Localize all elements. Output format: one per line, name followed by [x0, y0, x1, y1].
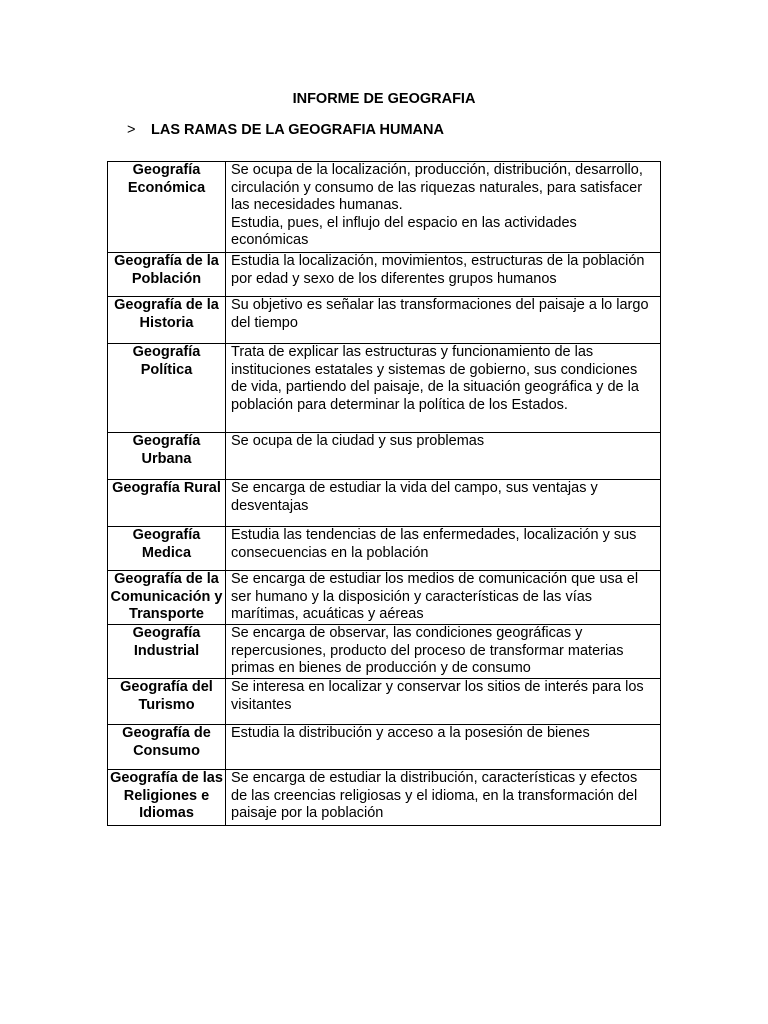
- table-row: [108, 433, 661, 480]
- table-row: [108, 770, 661, 826]
- geography-branches-table: [107, 161, 661, 826]
- branch-name: Geografía Medica: [108, 527, 226, 571]
- branch-name: Geografía Económica: [108, 162, 226, 253]
- branch-name: Geografía Industrial: [108, 625, 226, 679]
- table-row: [108, 480, 661, 527]
- table-row: [108, 344, 661, 433]
- table-row: [108, 527, 661, 571]
- branch-description: Estudia la localización, movimientos, estructuras de la población por edad y sexo de los diferentes grupos humanos: [226, 253, 661, 297]
- branch-description: Se encarga de observar, las condiciones geográficas y repercusiones, producto del proceso de transformar materias primas en bienes de producción y de consumo: [226, 625, 661, 679]
- section-heading-text: LAS RAMAS DE LA GEOGRAFIA HUMANA: [151, 122, 444, 138]
- branch-name: Geografía de la Población: [108, 253, 226, 297]
- branch-description: Estudia la distribución y acceso a la posesión de bienes: [226, 725, 661, 770]
- document-title: [0, 91, 768, 107]
- bullet-arrow-icon: >: [127, 122, 136, 138]
- branch-description: Se encarga de estudiar los medios de comunicación que usa el ser humano y la disposición y características de las vías marítimas, acuáticas y aéreas: [226, 571, 661, 625]
- document-title-text: INFORME DE GEOGRAFIA: [292, 91, 476, 107]
- table-row: [108, 571, 661, 625]
- branch-name: Geografía de la Comunicación y Transporte: [108, 571, 226, 625]
- table-row: [108, 297, 661, 344]
- branch-description: Su objetivo es señalar las transformaciones del paisaje a lo largo del tiempo: [226, 297, 661, 344]
- branch-description: Se encarga de estudiar la vida del campo, sus ventajas y desventajas: [226, 480, 661, 527]
- branch-name: Geografía Política: [108, 344, 226, 433]
- table-row: [108, 162, 661, 253]
- branch-description: Se ocupa de la localización, producción, distribución, desarrollo, circulación y consumo de las riquezas naturales, para satisfacer las necesidades humanas. Estudia, pues, el influjo del espacio en las actividades económicas: [226, 162, 661, 253]
- branch-name: Geografía Rural: [108, 480, 226, 527]
- branch-name: Geografía de las Religiones e Idiomas: [108, 770, 226, 826]
- branch-name: Geografía Urbana: [108, 433, 226, 480]
- branch-description: Trata de explicar las estructuras y funcionamiento de las instituciones estatales y sistemas de gobierno, sus condiciones de vida, partiendo del paisaje, de la situación geográfica y de la población para determinar la política de los Estados.: [226, 344, 661, 433]
- branch-name: Geografía del Turismo: [108, 679, 226, 725]
- table-row: [108, 253, 661, 297]
- branch-description: Se interesa en localizar y conservar los sitios de interés para los visitantes: [226, 679, 661, 725]
- table-row: [108, 725, 661, 770]
- table-row: [108, 625, 661, 679]
- branch-name: Geografía de la Historia: [108, 297, 226, 344]
- branch-description: Estudia las tendencias de las enfermedades, localización y sus consecuencias en la población: [226, 527, 661, 571]
- section-heading: [127, 122, 444, 138]
- table-row: [108, 679, 661, 725]
- branch-description: Se ocupa de la ciudad y sus problemas: [226, 433, 661, 480]
- branch-name: Geografía de Consumo: [108, 725, 226, 770]
- branch-description: Se encarga de estudiar la distribución, características y efectos de las creencias religiosas y el idioma, en la transformación del paisaje por la población: [226, 770, 661, 826]
